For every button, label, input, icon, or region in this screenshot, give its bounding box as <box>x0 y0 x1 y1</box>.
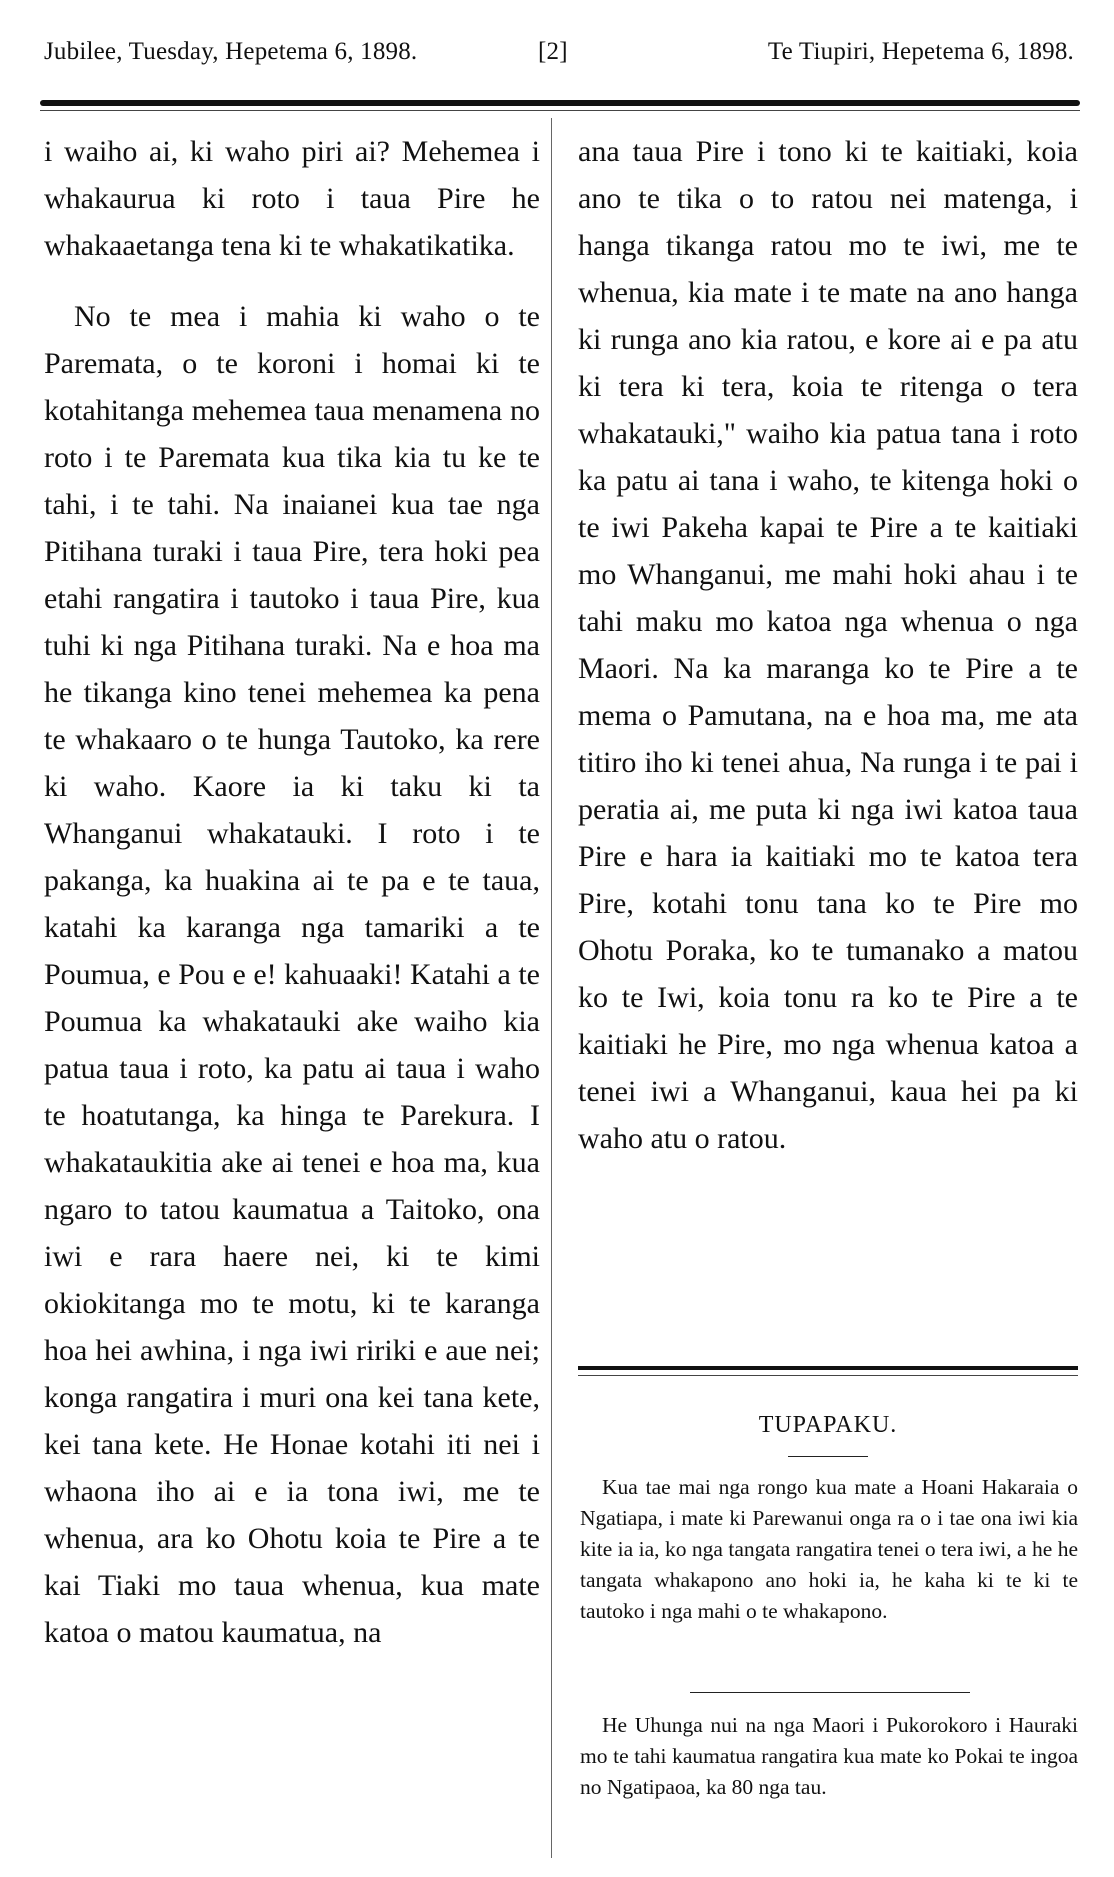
left-paragraph-1: i waiho ai, ki waho piri ai? Mehemea i whakaurua ki roto i taua Pire he whakaaetanga tena ki te whakatikatika. <box>44 135 540 262</box>
obituary-notice-2-text: He Uhunga nui na nga Maori i Pukorokoro i Hauraki mo te tahi kaumatua rangatira kua mate ko Pokai te ingoa no Ngatipaoa, ka 80 nga tau. <box>580 1713 1078 1799</box>
obituary-title-rule <box>788 1456 868 1457</box>
obituary-title: TUPAPAKU. <box>758 1412 898 1438</box>
obituary-notice-1 <box>580 1472 1078 1627</box>
column-divider <box>551 118 552 1858</box>
page-number: [2] <box>538 38 568 65</box>
obituary-separator <box>690 1692 970 1693</box>
header-date-maori: Te Tiupiri, Hepetema 6, 1898. <box>767 38 1074 65</box>
header-date-english: Jubilee, Tuesday, Hepetema 6, 1898. <box>44 38 418 65</box>
left-column <box>44 128 540 1656</box>
header-rule-thick <box>40 100 1080 106</box>
right-paragraph-1: ana taua Pire i tono ki te kaitiaki, koia ano te tika o to ratou nei matenga, i hanga tikanga ratou mo te iwi, me te whenua, kia mate i te mate na ano hanga ki runga ano kia ratou, e kore ai e pa atu ki tera ki tera, koia te ritenga o tera whakatauki," waiho kia patua tana i roto ka patu ai tana i waho, te kitenga hoki o te iwi Pakeha kapai te Pire a te kaitiaki mo Whanganui, me mahi hoki ahau i te tahi maku mo katoa nga whenua o nga Maori. Na ka maranga ko te Pire a te mema o Pamutana, na e hoa ma, me ata titiro iho ki tenei ahua, Na runga i te pai i peratia ai, me puta ki nga iwi katoa taua Pire e hara ia kaitiaki mo te katoa tera Pire, kotahi tonu tana ko te Pire mo Ohotu Poraka, ko te tumanako a matou ko te Iwi, koia tonu ra ko te Pire a te kaitiaki he Pire, mo nga whenua katoa a tenei iwi a Whanganui, kaua hei pa ki waho atu o ratou. <box>578 135 1078 1155</box>
obituary-notice-1-text: Kua tae mai nga rongo kua mate a Hoani Hakaraia o Ngatiapa, i mate ki Parewanui onga ra o i tae ona iwi kia kite ia ia, ko nga tangata rangatira tenei o tera iwi, a he he tangata whakapono ano hoki ia, he kaha ki te ki te tautoko i nga mahi o te whakapono. <box>580 1475 1078 1623</box>
section-rule-thick <box>578 1366 1078 1370</box>
right-column <box>578 128 1078 1162</box>
obituary-notice-2 <box>580 1710 1078 1803</box>
left-paragraph-2: No te mea i mahia ki waho o te Paremata, o te koroni i homai ki te kotahitanga mehemea taua menamena no roto i te Paremata kua tika kia tu ke te tahi, i te tahi. Na inaianei kua tae nga Pitihana turaki i taua Pire, tera hoki pea etahi rangatira i tautoko i taua Pire, kua tuhi ki nga Pitihana turaki. Na e hoa ma he tikanga kino tenei mehemea ka pena te whakaaro o te hunga Tautoko, ka rere ki waho. Kaore ia ki taku ki ta Whanganui whakatauki. I roto i te pakanga, ka huakina ai te pa e te taua, katahi ka karanga nga tamariki a te Poumua, e Pou e e! kahuaaki! Katahi a te Poumua ka whakatauki ake waiho kia patua taua i roto, ka patu ai taua i waho te hoatutanga, ka hinga te Parekura. I whakataukitia ake ai tenei e hoa ma, kua ngaro to tatou kaumatua a Taitoko, ona iwi e rara haere nei, ki te kimi okiokitanga mo te motu, ki te karanga hoa hei awhina, i nga iwi ririki e aue nei; konga rangatira i muri ona kei tana kete, kei tana kete. He Honae kotahi iti nei i whaona iho ai e ia tona iwi, me te whenua, ara ko Ohotu koia te Pire a te kai Tiaki mo taua whenua, kua mate katoa o matou kaumatua, na <box>44 300 540 1649</box>
page-header <box>44 38 1074 82</box>
header-rule-thin <box>40 110 1080 111</box>
section-rule-thin <box>578 1375 1078 1376</box>
